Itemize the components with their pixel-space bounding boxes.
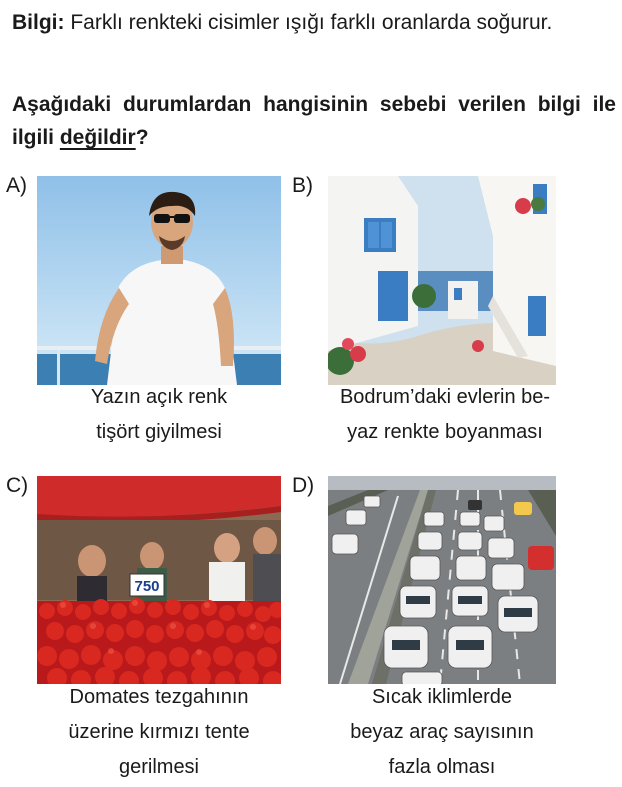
option-d-caption-line-1: Sıcak iklimlerde	[371, 686, 513, 708]
option-a-caption	[37, 380, 281, 450]
option-b-caption-line-1: Bodrum’daki evlerin be-	[339, 386, 551, 408]
question-mark: ?	[135, 126, 149, 149]
option-b-letter[interactable]: B)	[292, 174, 313, 197]
info-text	[12, 6, 612, 39]
option-d-image	[328, 476, 556, 684]
option-a-image	[37, 176, 281, 385]
option-c-caption	[37, 680, 281, 785]
question-text	[12, 88, 616, 154]
option-a-caption-line-2: tişört giyilmesi	[96, 421, 222, 443]
info-label: Bilgi:	[12, 11, 65, 34]
question-stem: Aşağıdaki durumlardan hangisinin sebebi verilen bilgi ile ilgili	[12, 93, 616, 149]
option-b-caption	[300, 380, 590, 450]
option-c-caption-line-2: üzerine kırmızı tente	[68, 721, 250, 743]
option-b-image	[328, 176, 556, 385]
option-d-caption	[300, 680, 584, 785]
option-b-caption-line-2: yaz renkte boyanması	[347, 421, 543, 443]
option-c-letter[interactable]: C)	[6, 474, 29, 497]
option-c-caption-line-3: gerilmesi	[118, 756, 200, 778]
info-body: Farklı renkteki cisimler ışığı farklı oranlarda soğurur.	[70, 11, 553, 34]
option-c-caption-line-1: Domates tezgahının	[69, 686, 249, 708]
option-d-caption-line-2: beyaz araç sayısının	[350, 721, 534, 743]
question-negation: değildir	[59, 126, 136, 149]
option-d-letter[interactable]: D)	[292, 474, 315, 497]
option-a-caption-line-1: Yazın açık renk	[90, 386, 228, 408]
option-d-caption-line-3: fazla olması	[388, 756, 496, 778]
option-a-letter[interactable]: A)	[6, 174, 27, 197]
price-tag: 750	[134, 578, 160, 595]
option-c-image	[37, 476, 281, 684]
